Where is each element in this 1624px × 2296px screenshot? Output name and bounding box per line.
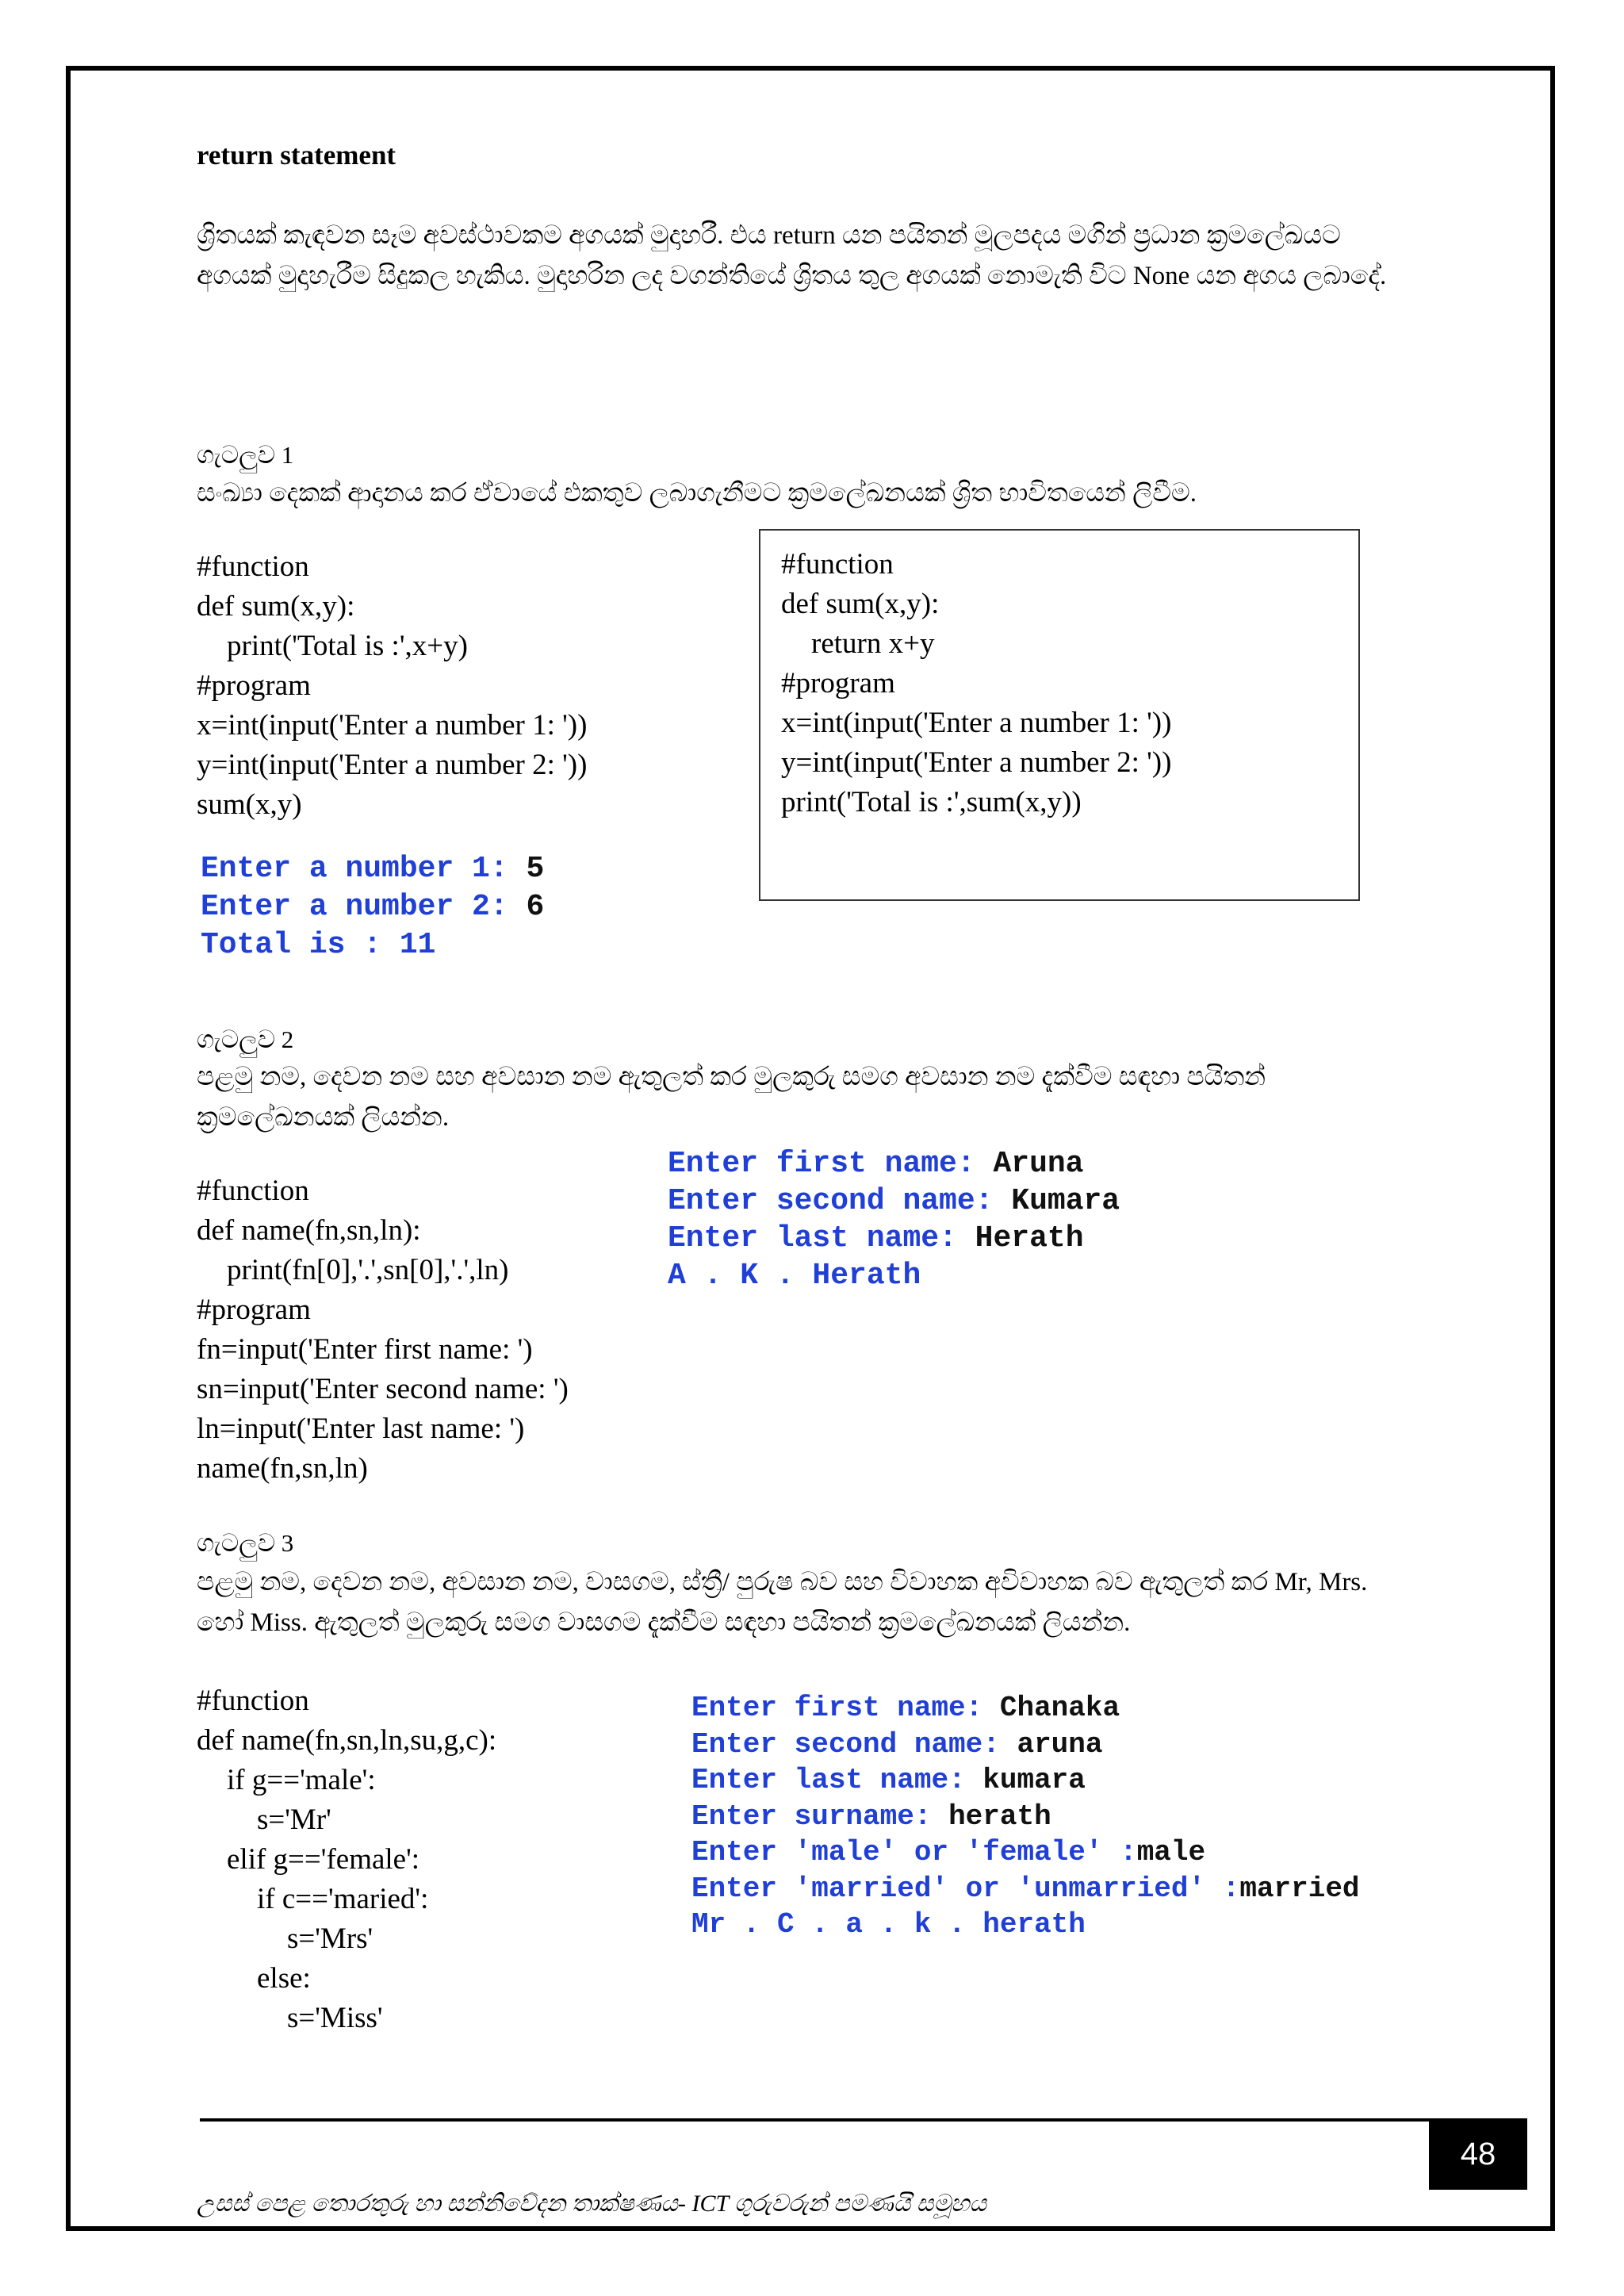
intro-line-2: අගයක් මුදාහැරීම සිදුකල හැකිය. මුදාහරින ලද වගන්තියේ ශ්‍රිතය තුල අගයක් නොමැති විට None යන අගය ලබාදේ. <box>197 262 1387 290</box>
page-number: 48 <box>1429 2118 1527 2190</box>
problem-3-code <box>197 1681 496 2038</box>
problem-1-code-print-version <box>197 547 587 825</box>
code-line: if g=='male': <box>227 1764 376 1796</box>
code-line: print(fn[0],'.',sn[0],'.',ln) <box>227 1254 509 1286</box>
problem-2-label: ගැටලුව 2 <box>197 1025 294 1053</box>
footer-divider <box>200 2118 1434 2122</box>
console-prompt: Enter a number 1: <box>201 852 527 886</box>
problem-3-text-line-1: පළමු නම, දෙවන නම, අවසාන නම, වාසගම, ස්ත්‍රී/ පුරුෂ බව සහ විවාහක අවිවාහක බව ඇතුලත් කර Mr, Mrs. <box>197 1568 1368 1596</box>
console-prompt: Enter a number 2: <box>201 890 527 924</box>
code-line: print('Total is :',x+y) <box>227 630 468 662</box>
problem-2-console-output <box>668 1147 1120 1296</box>
console-prompt: Enter first name: <box>668 1147 994 1181</box>
problem-1-code-return-version-box <box>759 529 1360 901</box>
console-line <box>668 1259 1120 1296</box>
console-value: Kumara <box>1011 1184 1120 1218</box>
console-value: 6 <box>526 890 545 924</box>
problem-3-text <box>197 1562 1367 1643</box>
code-line: print('Total is :',sum(x,y)) <box>781 786 1082 818</box>
code-line: #program <box>781 667 895 700</box>
footer-text: උසස් පෙළ තොරතුරු හා සන්නිවේදන තාක්ෂණය- ICT ගුරුවරුන් පමණයි සමූහය <box>197 2191 987 2217</box>
console-line <box>691 1908 1360 1945</box>
console-value: 5 <box>526 852 545 886</box>
code-line: #program <box>197 1294 311 1326</box>
code-line: name(fn,sn,ln) <box>197 1452 368 1485</box>
console-value: kumara <box>982 1764 1086 1796</box>
code-line: #function <box>197 1685 309 1717</box>
console-prompt: Enter first name: <box>691 1692 1000 1724</box>
problem-1-text: සංඛ්‍යා දෙකක් ආදානය කර ඒවායේ එකතුව ලබාගැනීමට ක්‍රමලේඛනයක් ශ්‍රිත භාවිතයෙන් ලිවීම. <box>197 479 1197 508</box>
console-line <box>691 1872 1360 1909</box>
code-line: #function <box>197 1175 309 1207</box>
code-line: s='Miss' <box>287 2002 383 2034</box>
code-line: def sum(x,y): <box>197 590 355 623</box>
code-line: def name(fn,sn,ln,su,g,c): <box>197 1724 497 1757</box>
code-line: sum(x,y) <box>197 788 302 821</box>
console-value: Aruna <box>993 1147 1084 1181</box>
code-line: elif g=='female': <box>227 1843 420 1876</box>
console-prompt: Mr . C . a . k . herath <box>691 1908 1086 1941</box>
console-line <box>668 1221 1120 1259</box>
console-value: herath <box>948 1800 1051 1833</box>
problem-2-text-line-1: පළමු නම, දෙවන නම සහ අවසාන නම ඇතුලත් කර මුලකුරු සමග අවසාන නම දැක්වීම සඳහා පයිතන් <box>197 1063 1266 1091</box>
code-line: ln=input('Enter last name: ') <box>197 1412 525 1445</box>
console-value: male <box>1136 1836 1206 1869</box>
problem-2-text <box>197 1057 1266 1138</box>
console-prompt: Enter second name: <box>691 1727 1017 1761</box>
intro-paragraph <box>197 216 1386 297</box>
section-heading: return statement <box>197 140 396 171</box>
console-prompt: Enter 'married' or 'unmarried' : <box>691 1872 1240 1905</box>
code-line: def name(fn,sn,ln): <box>197 1214 421 1247</box>
console-line <box>691 1836 1360 1872</box>
console-prompt: Enter second name: <box>668 1184 1012 1218</box>
console-line <box>201 890 544 928</box>
code-line: sn=input('Enter second name: ') <box>197 1373 569 1405</box>
code-line: x=int(input('Enter a number 1: ')) <box>781 707 1172 739</box>
console-prompt: Enter last name: <box>691 1764 983 1796</box>
code-line: #program <box>197 669 311 702</box>
code-line: y=int(input('Enter a number 2: ')) <box>197 749 588 781</box>
problem-1-label: ගැටලුව 1 <box>197 441 294 469</box>
code-line: x=int(input('Enter a number 1: ')) <box>197 709 588 742</box>
code-line: return x+y <box>811 627 935 660</box>
problem-3-text-line-2: හෝ Miss. ඇතුලත් මුලකුරු සමග වාසගම දැක්වීම සඳහා පයිතන් ක්‍රමලේඛනයක් ලියන්න. <box>197 1608 1131 1637</box>
console-line <box>691 1692 1360 1728</box>
console-line <box>691 1728 1360 1765</box>
problem-3-console-output <box>691 1692 1360 1945</box>
code-line: y=int(input('Enter a number 2: ')) <box>781 746 1172 779</box>
code-line: s='Mrs' <box>287 1922 373 1955</box>
console-prompt: Enter last name: <box>668 1221 975 1255</box>
console-value: Chanaka <box>999 1692 1120 1724</box>
problem-3-label: ගැටලුව 3 <box>197 1529 294 1557</box>
code-line: else: <box>257 1962 311 1995</box>
code-line: #function <box>197 550 309 583</box>
console-prompt: Enter surname: <box>691 1800 949 1833</box>
code-line: fn=input('Enter first name: ') <box>197 1333 533 1366</box>
code-line: #function <box>781 548 894 581</box>
console-value: aruna <box>1017 1727 1103 1761</box>
intro-line-1: ශ්‍රිතයක් කැඳවන සෑම අවස්ථාවකම අගයක් මුදාහරී. එය return යන පයිතන් මූලපදය මගින් ප්‍රධාන ක්‍රමලේඛයට <box>197 221 1341 250</box>
problem-2-text-line-2: ක්‍රමලේඛනයක් ලියන්න. <box>197 1103 450 1132</box>
console-prompt: Total is : 11 <box>201 928 436 962</box>
problem-1-console-output <box>201 852 544 966</box>
code-line: s='Mr' <box>257 1803 331 1836</box>
code-line: def sum(x,y): <box>781 588 940 620</box>
console-prompt: Enter 'male' or 'female' : <box>691 1836 1137 1869</box>
code-line: if c=='maried': <box>257 1883 429 1915</box>
console-value: married <box>1239 1872 1360 1905</box>
problem-2-code <box>197 1171 569 1489</box>
console-line <box>201 852 544 890</box>
console-line <box>691 1764 1360 1800</box>
console-line <box>668 1184 1120 1221</box>
console-line <box>668 1147 1120 1184</box>
console-line <box>201 928 544 966</box>
console-line <box>691 1800 1360 1837</box>
console-prompt: A . K . Herath <box>668 1259 921 1293</box>
console-value: Herath <box>975 1221 1084 1255</box>
